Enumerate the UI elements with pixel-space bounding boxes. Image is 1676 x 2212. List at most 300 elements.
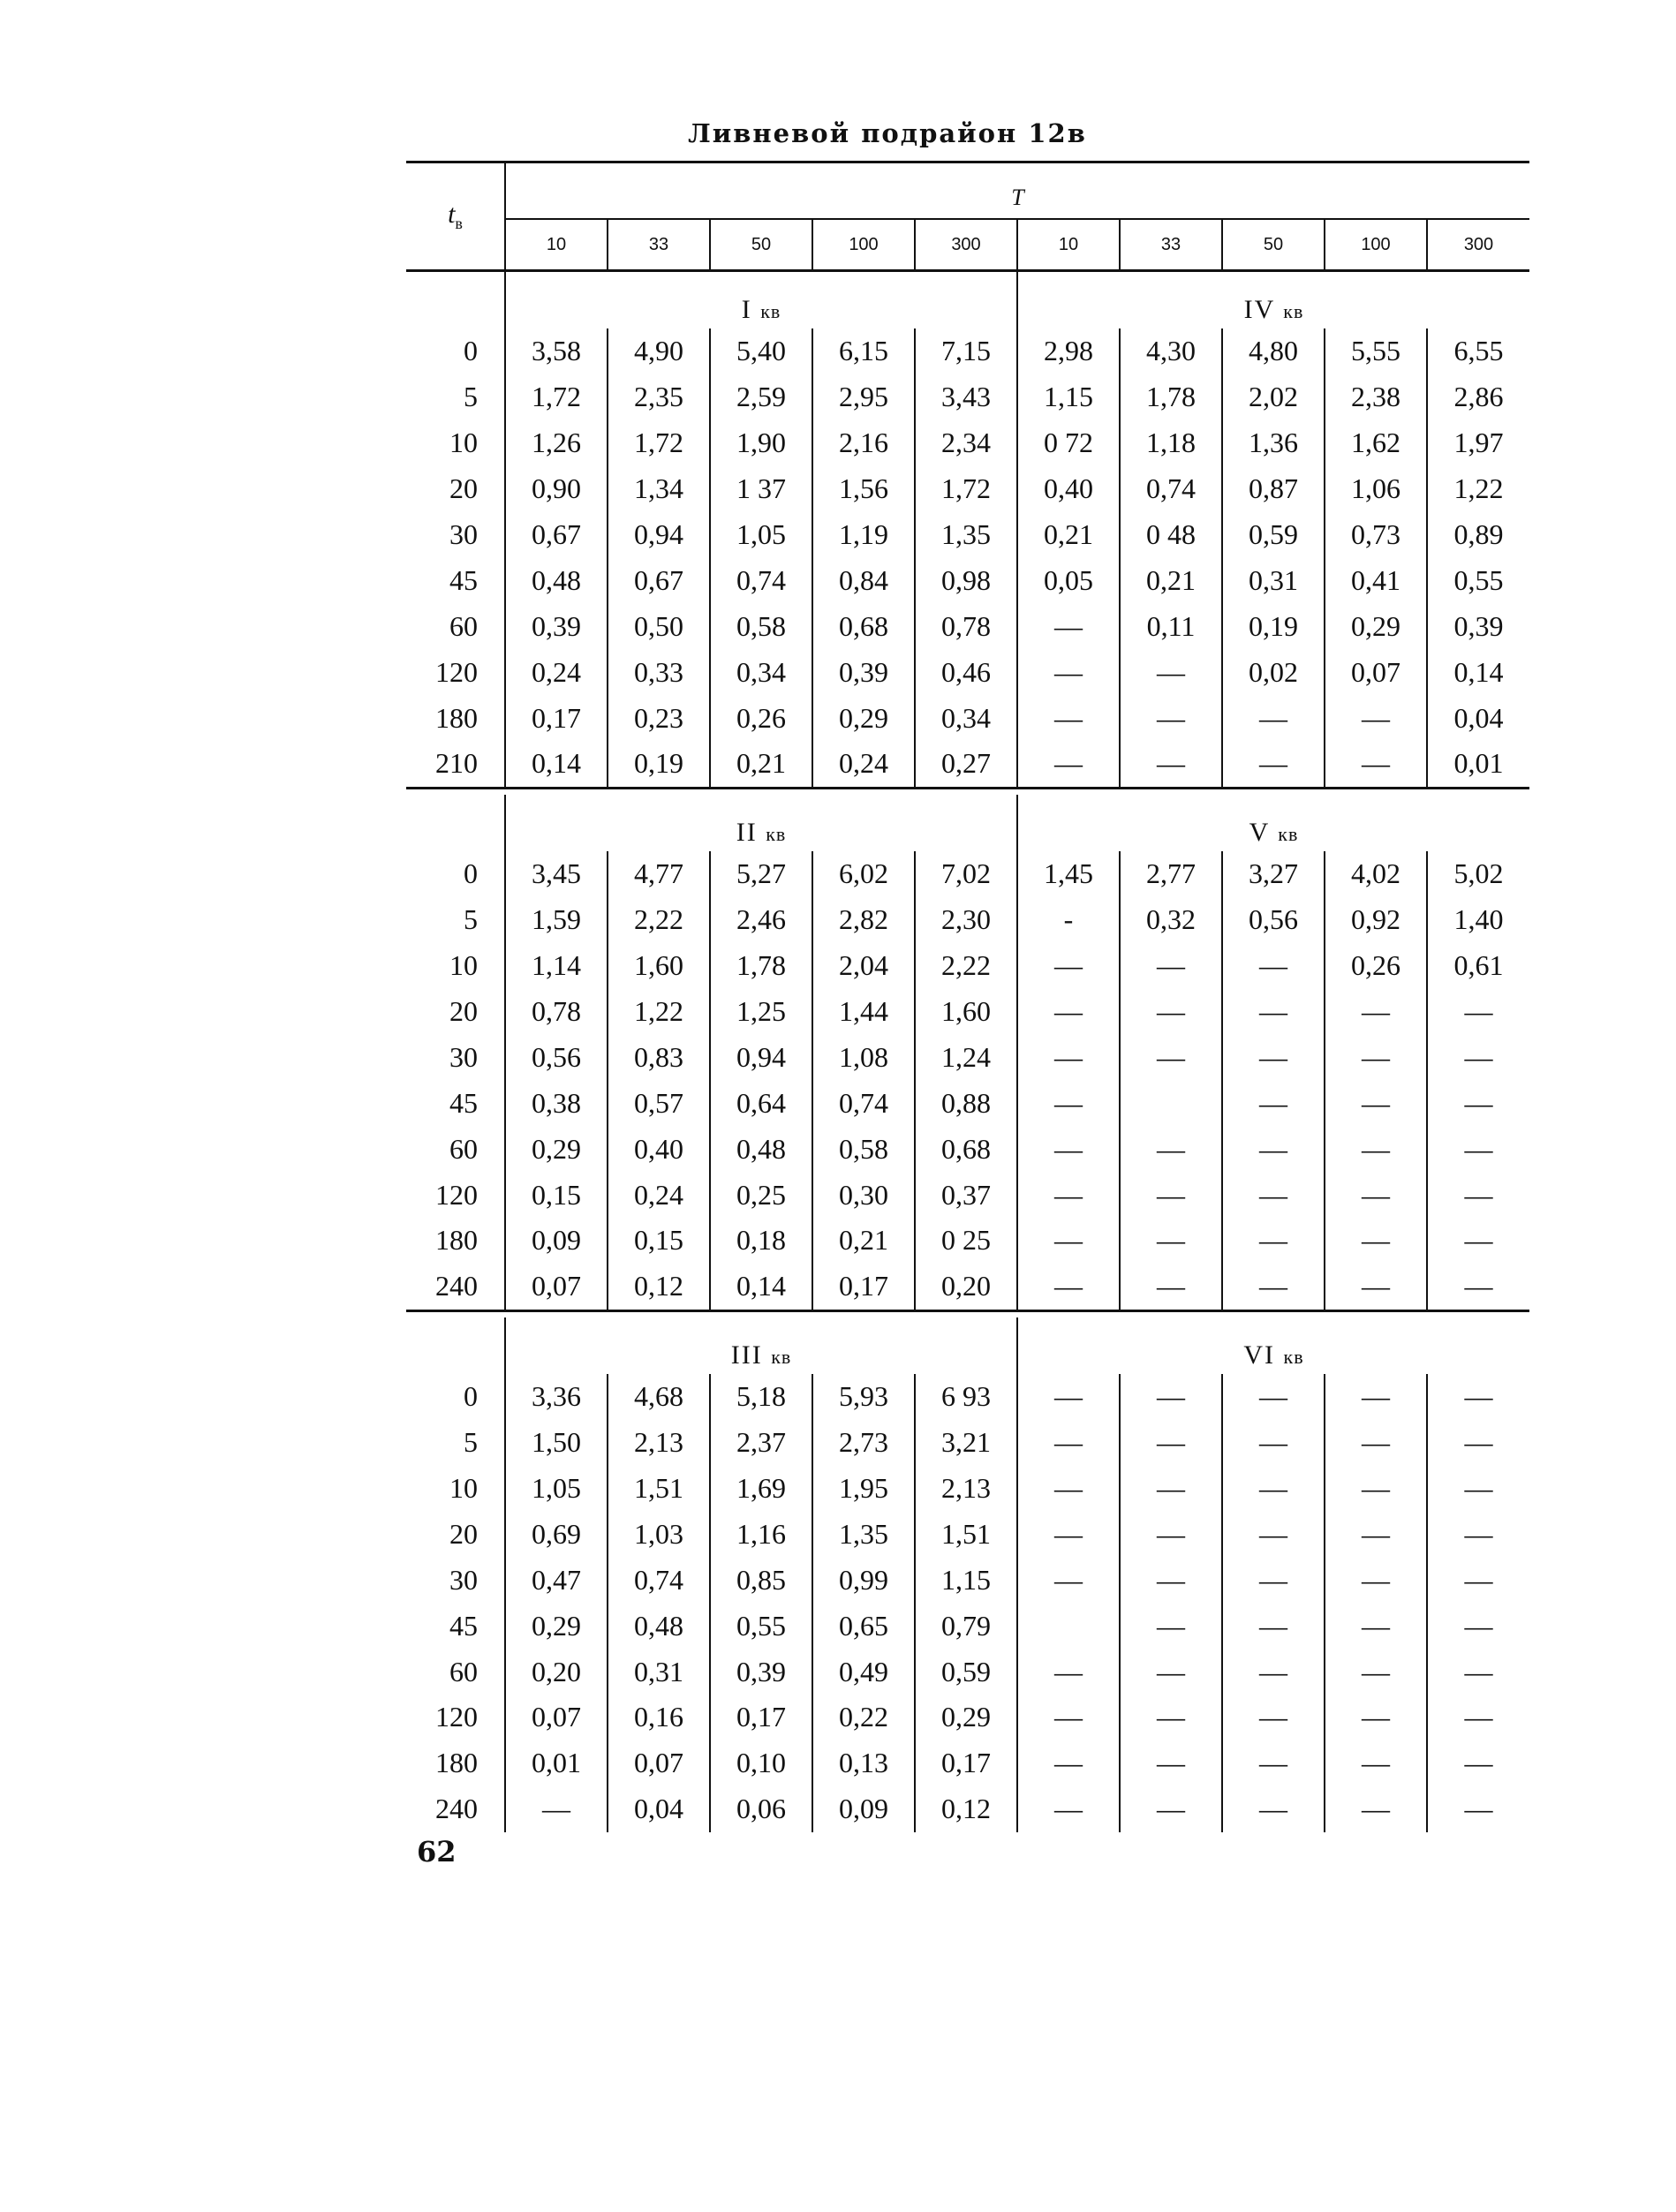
value-cell: 0,04 <box>608 1786 710 1832</box>
value-cell: — <box>1222 1466 1325 1512</box>
value-cell: — <box>1325 1420 1427 1466</box>
value-cell: 0,99 <box>812 1557 915 1603</box>
value-cell: 0,58 <box>710 603 812 649</box>
quarter-label-left <box>505 271 1017 329</box>
table-row <box>406 512 1529 558</box>
duration-cell: 60 <box>449 1655 478 1687</box>
value-cell: — <box>1120 943 1222 989</box>
duration-cell: 120 <box>435 1701 478 1733</box>
table-row <box>406 1786 1529 1832</box>
page-number: 62 <box>417 1835 457 1868</box>
value-cell: — <box>1120 695 1222 741</box>
value-cell: 0,85 <box>710 1557 812 1603</box>
value-cell: 5,02 <box>1427 851 1529 897</box>
value-cell: 0,38 <box>505 1080 608 1126</box>
value-cell: — <box>1017 1695 1120 1740</box>
value-cell: 1,35 <box>812 1511 915 1557</box>
value-cell: 0,59 <box>915 1649 1017 1695</box>
value-cell: — <box>1017 1557 1120 1603</box>
value-cell: 3,36 <box>505 1374 608 1420</box>
duration-cell: 5 <box>464 1426 478 1459</box>
value-cell: — <box>1120 1511 1222 1557</box>
value-cell: 0,17 <box>812 1264 915 1310</box>
section-divider <box>406 1310 1529 1317</box>
value-cell: 0,21 <box>1120 557 1222 603</box>
value-cell: 0,56 <box>1222 897 1325 943</box>
duration-cell: 180 <box>435 701 478 734</box>
quarter-label-right <box>1017 1317 1529 1374</box>
value-cell: 0,98 <box>915 557 1017 603</box>
value-cell: 2,13 <box>608 1420 710 1466</box>
value-cell: 0,29 <box>915 1695 1017 1740</box>
value-cell: 3,45 <box>505 851 608 897</box>
value-cell: 0,29 <box>505 1126 608 1172</box>
value-cell: — <box>1427 989 1529 1035</box>
period-cell: 50 <box>1222 219 1325 271</box>
value-cell: 2,37 <box>710 1420 812 1466</box>
value-cell: 1,95 <box>812 1466 915 1512</box>
value-cell: 0,24 <box>608 1172 710 1218</box>
value-cell: 1,78 <box>1120 374 1222 420</box>
value-cell: — <box>1325 1218 1427 1264</box>
value-cell: 1,51 <box>608 1466 710 1512</box>
value-cell: 2,22 <box>915 943 1017 989</box>
value-cell: 4,80 <box>1222 328 1325 374</box>
value-cell: 5,40 <box>710 328 812 374</box>
period-cell: 50 <box>710 219 812 271</box>
value-cell: — <box>1427 1034 1529 1080</box>
value-cell: 0,02 <box>1222 649 1325 695</box>
duration-cell: 120 <box>435 655 478 688</box>
value-cell: — <box>1017 1218 1120 1264</box>
value-cell: — <box>1222 1649 1325 1695</box>
quarter-numeral: I <box>741 295 752 324</box>
value-cell: — <box>1427 1786 1529 1832</box>
period-cell: 300 <box>915 219 1017 271</box>
value-cell: — <box>1017 1374 1120 1420</box>
table-row <box>406 649 1529 695</box>
value-cell: 2,73 <box>812 1420 915 1466</box>
value-cell: — <box>1427 1126 1529 1172</box>
value-cell: 1,06 <box>1325 466 1427 512</box>
value-cell: 1,35 <box>915 512 1017 558</box>
value-cell: 0,57 <box>608 1080 710 1126</box>
value-cell: — <box>1120 1740 1222 1786</box>
value-cell: — <box>1120 1695 1222 1740</box>
value-cell: — <box>1017 1080 1120 1126</box>
quarter-suffix: кв <box>1283 300 1304 322</box>
value-cell: 0,87 <box>1222 466 1325 512</box>
table-row <box>406 420 1529 466</box>
value-cell: — <box>1325 741 1427 788</box>
table-row <box>406 1695 1529 1740</box>
value-cell: 2,77 <box>1120 851 1222 897</box>
value-cell: — <box>1427 1511 1529 1557</box>
quarter-suffix: кв <box>771 1345 792 1368</box>
value-cell: — <box>1120 1374 1222 1420</box>
value-cell: 6,55 <box>1427 328 1529 374</box>
value-cell: — <box>1222 1695 1325 1740</box>
value-cell: 1,16 <box>710 1511 812 1557</box>
value-cell: — <box>1017 603 1120 649</box>
value-cell: 1,97 <box>1427 420 1529 466</box>
value-cell: — <box>1427 1466 1529 1512</box>
value-cell: 0,68 <box>915 1126 1017 1172</box>
value-cell: 1,22 <box>1427 466 1529 512</box>
value-cell: 0,94 <box>608 512 710 558</box>
value-cell: 0,30 <box>812 1172 915 1218</box>
value-cell: — <box>1427 1603 1529 1649</box>
quarter-label-row <box>406 1317 1529 1374</box>
quarter-label-left <box>505 1317 1017 1374</box>
value-cell: 5,93 <box>812 1374 915 1420</box>
value-cell: 0,04 <box>1427 695 1529 741</box>
table-row <box>406 374 1529 420</box>
value-cell: 2,13 <box>915 1466 1017 1512</box>
table-row <box>406 328 1529 374</box>
value-cell: 2,95 <box>812 374 915 420</box>
value-cell: 0,25 <box>710 1172 812 1218</box>
value-cell: — <box>1325 1649 1427 1695</box>
duration-cell: 10 <box>449 427 478 459</box>
T-header: T <box>505 162 1529 220</box>
value-cell: 0,19 <box>1222 603 1325 649</box>
value-cell: — <box>1017 1466 1120 1512</box>
value-cell: 0,29 <box>1325 603 1427 649</box>
value-cell: — <box>1325 1603 1427 1649</box>
table-row <box>406 466 1529 512</box>
value-cell: 1,72 <box>608 420 710 466</box>
value-cell: 4,77 <box>608 851 710 897</box>
value-cell: 1,60 <box>915 989 1017 1035</box>
table-row <box>406 1740 1529 1786</box>
value-cell: 0,88 <box>915 1080 1017 1126</box>
table-row <box>406 1511 1529 1557</box>
value-cell: — <box>1325 1511 1427 1557</box>
value-cell: 0,46 <box>915 649 1017 695</box>
section-divider <box>406 788 1529 795</box>
duration-cell: 20 <box>449 472 478 505</box>
value-cell: 2,82 <box>812 897 915 943</box>
value-cell: — <box>505 1786 608 1832</box>
value-cell: 3,27 <box>1222 851 1325 897</box>
quarter-numeral: III <box>730 1340 763 1370</box>
value-cell: — <box>1120 1126 1222 1172</box>
value-cell: 1,05 <box>710 512 812 558</box>
value-cell: 1,03 <box>608 1511 710 1557</box>
value-cell: 2,30 <box>915 897 1017 943</box>
value-cell: — <box>1222 1172 1325 1218</box>
value-cell: — <box>1120 1557 1222 1603</box>
value-cell: — <box>1120 1466 1222 1512</box>
duration-cell: 240 <box>435 1793 478 1825</box>
value-cell: — <box>1222 1557 1325 1603</box>
quarter-numeral: II <box>736 817 758 847</box>
value-cell: 5,55 <box>1325 328 1427 374</box>
value-cell: — <box>1120 1218 1222 1264</box>
value-cell: 0,01 <box>1427 741 1529 788</box>
value-cell: 1,08 <box>812 1034 915 1080</box>
value-cell: — <box>1222 1034 1325 1080</box>
value-cell: — <box>1017 989 1120 1035</box>
value-cell: 0,92 <box>1325 897 1427 943</box>
value-cell: — <box>1017 1649 1120 1695</box>
value-cell: 0,12 <box>608 1264 710 1310</box>
value-cell: 0,74 <box>710 557 812 603</box>
value-cell: 0 48 <box>1120 512 1222 558</box>
value-cell: 0,33 <box>608 649 710 695</box>
value-cell: 0,21 <box>812 1218 915 1264</box>
value-cell: 1,44 <box>812 989 915 1035</box>
value-cell: — <box>1325 1374 1427 1420</box>
value-cell: 4,02 <box>1325 851 1427 897</box>
value-cell: 1,22 <box>608 989 710 1035</box>
duration-cell: 0 <box>464 857 478 890</box>
quarter-numeral: IV <box>1243 295 1275 324</box>
value-cell: 0,17 <box>710 1695 812 1740</box>
table-row <box>406 1080 1529 1126</box>
value-cell: — <box>1017 943 1120 989</box>
value-cell: 0,07 <box>505 1695 608 1740</box>
value-cell: 0,34 <box>710 649 812 695</box>
value-cell: 2,02 <box>1222 374 1325 420</box>
value-cell: 2,46 <box>710 897 812 943</box>
value-cell: 1,18 <box>1120 420 1222 466</box>
value-cell: — <box>1120 1034 1222 1080</box>
quarter-numeral: VI <box>1243 1340 1276 1370</box>
value-cell: 0,55 <box>710 1603 812 1649</box>
value-cell: — <box>1017 1511 1120 1557</box>
table-row <box>406 851 1529 897</box>
value-cell: — <box>1427 1218 1529 1264</box>
value-cell: 0,15 <box>505 1172 608 1218</box>
tv-header: $t_в$ <box>406 162 505 271</box>
value-cell: — <box>1427 1649 1529 1695</box>
value-cell: 0,61 <box>1427 943 1529 989</box>
value-cell: 0,07 <box>1325 649 1427 695</box>
value-cell: — <box>1017 695 1120 741</box>
value-cell: — <box>1222 1511 1325 1557</box>
value-cell: 0,18 <box>710 1218 812 1264</box>
value-cell: 0 72 <box>1017 420 1120 466</box>
value-cell: — <box>1325 1264 1427 1310</box>
value-cell: 1,26 <box>505 420 608 466</box>
duration-cell: 180 <box>435 1747 478 1779</box>
value-cell: — <box>1325 989 1427 1035</box>
value-cell: — <box>1017 1264 1120 1310</box>
table-row <box>406 1420 1529 1466</box>
value-cell: 0,40 <box>608 1126 710 1172</box>
value-cell: 2,38 <box>1325 374 1427 420</box>
value-cell: 1,62 <box>1325 420 1427 466</box>
value-cell: — <box>1120 1603 1222 1649</box>
value-cell: — <box>1222 1603 1325 1649</box>
table-row <box>406 989 1529 1035</box>
value-cell: 0,48 <box>505 557 608 603</box>
value-cell: — <box>1120 1420 1222 1466</box>
period-cell: 33 <box>1120 219 1222 271</box>
table-row <box>406 1264 1529 1310</box>
value-cell: 0,31 <box>608 1649 710 1695</box>
value-cell: — <box>1427 1264 1529 1310</box>
duration-cell: 5 <box>464 903 478 936</box>
table-header <box>406 162 1529 271</box>
value-cell: — <box>1427 1080 1529 1126</box>
duration-cell: 20 <box>449 1517 478 1550</box>
value-cell: — <box>1017 1420 1120 1466</box>
value-cell: — <box>1325 1466 1427 1512</box>
value-cell: — <box>1325 1080 1427 1126</box>
value-cell: 1,45 <box>1017 851 1120 897</box>
value-cell: 0,39 <box>812 649 915 695</box>
value-cell: 5,18 <box>710 1374 812 1420</box>
value-cell: 3,21 <box>915 1420 1017 1466</box>
duration-cell: 45 <box>449 563 478 596</box>
value-cell: 0,78 <box>505 989 608 1035</box>
value-cell: — <box>1222 989 1325 1035</box>
duration-cell: 120 <box>435 1178 478 1211</box>
value-cell: 1,56 <box>812 466 915 512</box>
table-row <box>406 1603 1529 1649</box>
table-row <box>406 1126 1529 1172</box>
value-cell: 0,07 <box>505 1264 608 1310</box>
table-row <box>406 1374 1529 1420</box>
value-cell: 0,21 <box>710 741 812 788</box>
value-cell: — <box>1427 1695 1529 1740</box>
value-cell: 1,05 <box>505 1466 608 1512</box>
value-cell: 0,47 <box>505 1557 608 1603</box>
value-cell: 1,59 <box>505 897 608 943</box>
value-cell: 1,72 <box>505 374 608 420</box>
quarter-suffix: кв <box>760 300 781 322</box>
table-row <box>406 695 1529 741</box>
value-cell: — <box>1222 1420 1325 1466</box>
value-cell: 0,48 <box>710 1126 812 1172</box>
value-cell: — <box>1120 1649 1222 1695</box>
value-cell: — <box>1017 1126 1120 1172</box>
value-cell: 1,19 <box>812 512 915 558</box>
value-cell: 2,35 <box>608 374 710 420</box>
value-cell: 1,36 <box>1222 420 1325 466</box>
value-cell: 4,30 <box>1120 328 1222 374</box>
value-cell: 0,58 <box>812 1126 915 1172</box>
value-cell: — <box>1222 943 1325 989</box>
value-cell: 0,74 <box>1120 466 1222 512</box>
quarter-label-left <box>505 795 1017 851</box>
duration-cell: 30 <box>449 1563 478 1596</box>
table-row <box>406 1466 1529 1512</box>
value-cell: 0,11 <box>1120 603 1222 649</box>
value-cell <box>1017 1603 1120 1649</box>
value-cell: 0,10 <box>710 1740 812 1786</box>
value-cell: 0,40 <box>1017 466 1120 512</box>
duration-cell: 60 <box>449 609 478 642</box>
value-cell: 0,05 <box>1017 557 1120 603</box>
value-cell: 0,68 <box>812 603 915 649</box>
table-row <box>406 1172 1529 1218</box>
quarter-label-right <box>1017 795 1529 851</box>
value-cell: — <box>1222 1786 1325 1832</box>
value-cell: — <box>1325 1034 1427 1080</box>
value-cell: 0,01 <box>505 1740 608 1786</box>
period-cell: 33 <box>608 219 710 271</box>
value-cell: — <box>1325 1126 1427 1172</box>
table-row <box>406 1649 1529 1695</box>
value-cell: 0,20 <box>505 1649 608 1695</box>
value-cell: 2,16 <box>812 420 915 466</box>
value-cell: 0,50 <box>608 603 710 649</box>
value-cell: 0,15 <box>608 1218 710 1264</box>
duration-cell: 180 <box>435 1224 478 1257</box>
value-cell: 0,16 <box>608 1695 710 1740</box>
quarter-suffix: кв <box>1283 1345 1304 1368</box>
value-cell: 1,78 <box>710 943 812 989</box>
quarter-label-row <box>406 271 1529 329</box>
duration-cell: 5 <box>464 381 478 413</box>
value-cell: — <box>1427 1740 1529 1786</box>
value-cell: 0,37 <box>915 1172 1017 1218</box>
value-cell: — <box>1222 695 1325 741</box>
value-cell: 0,19 <box>608 741 710 788</box>
divider-line <box>406 1310 1529 1317</box>
table-row <box>406 1034 1529 1080</box>
value-cell: — <box>1325 1557 1427 1603</box>
value-cell: 2,04 <box>812 943 915 989</box>
table-row <box>406 943 1529 989</box>
value-cell: 0,14 <box>1427 649 1529 695</box>
duration-cell: 30 <box>449 518 478 550</box>
value-cell: — <box>1120 1264 1222 1310</box>
value-cell: 0,39 <box>1427 603 1529 649</box>
value-cell: 1,15 <box>1017 374 1120 420</box>
value-cell: — <box>1427 1374 1529 1420</box>
value-cell: — <box>1222 1264 1325 1310</box>
value-cell: 0,32 <box>1120 897 1222 943</box>
value-cell: 0,84 <box>812 557 915 603</box>
duration-cell: 0 <box>464 335 478 367</box>
value-cell: — <box>1017 649 1120 695</box>
value-cell: 0 25 <box>915 1218 1017 1264</box>
value-cell: 0,56 <box>505 1034 608 1080</box>
value-cell: 0,90 <box>505 466 608 512</box>
value-cell: 0,07 <box>608 1740 710 1786</box>
duration-cell: 60 <box>449 1132 478 1165</box>
value-cell: 0,17 <box>505 695 608 741</box>
value-cell: 0,74 <box>608 1557 710 1603</box>
value-cell: — <box>1120 989 1222 1035</box>
value-cell: 0,24 <box>812 741 915 788</box>
quarter-suffix: кв <box>766 822 787 845</box>
period-cell: 100 <box>812 219 915 271</box>
duration-cell: 240 <box>435 1270 478 1302</box>
value-cell: — <box>1120 741 1222 788</box>
value-cell: 6,15 <box>812 328 915 374</box>
value-cell: — <box>1325 695 1427 741</box>
duration-cell: 10 <box>449 1472 478 1505</box>
value-cell: 4,68 <box>608 1374 710 1420</box>
runoff-table <box>406 161 1529 1832</box>
table-row <box>406 741 1529 788</box>
duration-cell: 45 <box>449 1086 478 1119</box>
duration-cell: 210 <box>435 747 478 780</box>
value-cell: 6 93 <box>915 1374 1017 1420</box>
table-body <box>406 271 1529 1832</box>
period-cell: 100 <box>1325 219 1427 271</box>
value-cell: 0,89 <box>1427 512 1529 558</box>
quarter-numeral: V <box>1249 817 1270 847</box>
value-cell: 0,73 <box>1325 512 1427 558</box>
value-cell: 0,26 <box>1325 943 1427 989</box>
